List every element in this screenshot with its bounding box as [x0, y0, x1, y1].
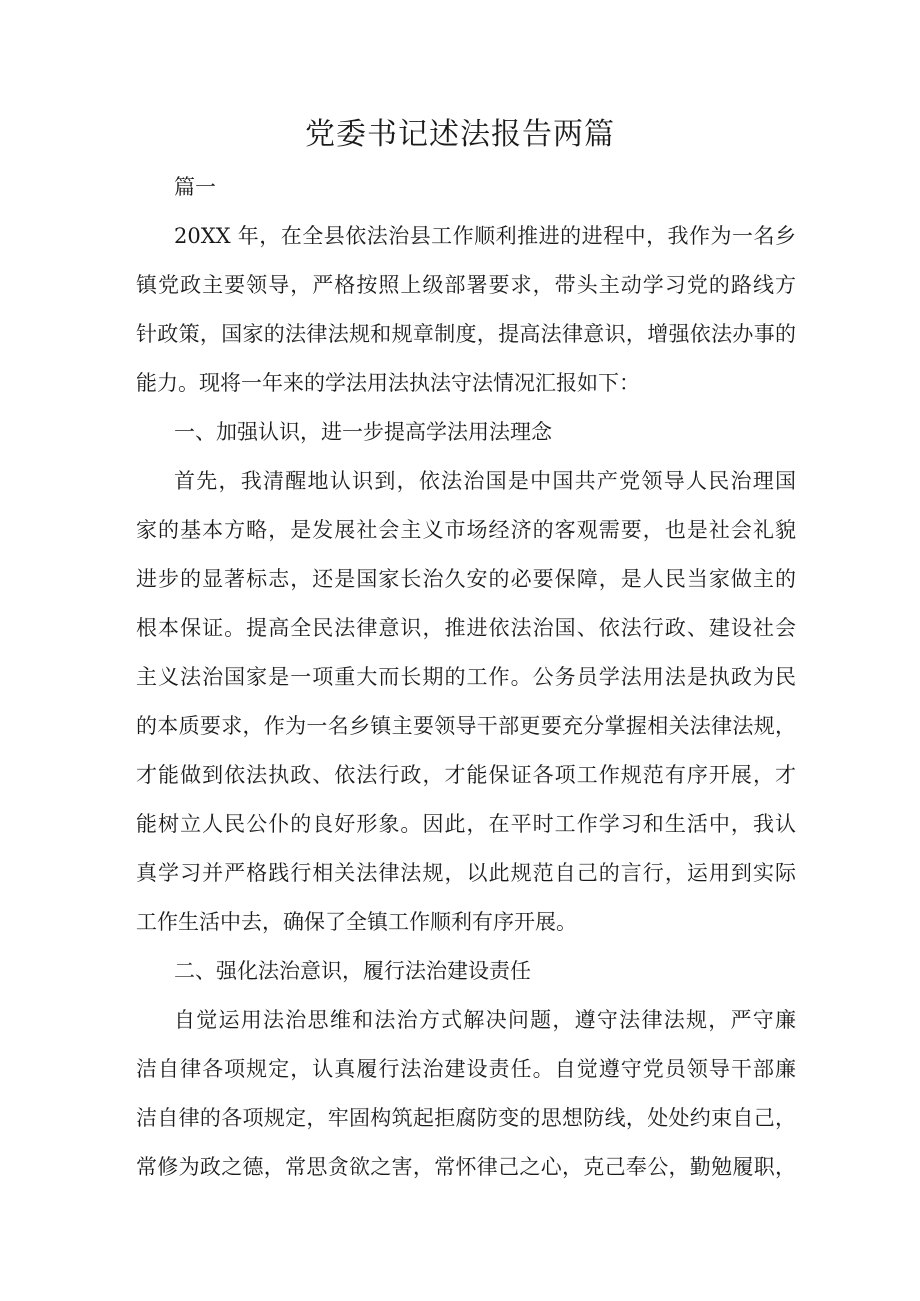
text-line: 20XX 年，在全县依法治县工作顺利推进的进程中，我作为一名乡 — [174, 224, 796, 248]
text-line: 常修为政之德，常思贪欲之害，常怀律己之心，克己奉公，勤勉履职， — [136, 1155, 796, 1179]
text-line: 的本质要求，作为一名乡镇主要领导干部更要充分掌握相关法律法规， — [136, 714, 796, 738]
text-line: 针政策，国家的法律法规和规章制度，提高法律意识，增强依法办事的 — [136, 322, 796, 346]
text-line: 工作生活中去，确保了全镇工作顺利有序开展。 — [136, 910, 577, 934]
text-line: 能力。现将一年来的学法用法执法守法情况汇报如下： — [136, 371, 640, 395]
document-title: 党委书记述法报告两篇 — [305, 117, 615, 152]
text-line: 自觉运用法治思维和法治方式解决问题，遵守法律法规，严守廉 — [174, 1008, 796, 1032]
text-line: 首先，我清醒地认识到，依法治国是中国共产党领导人民治理国 — [174, 469, 796, 493]
text-line: 洁自律各项规定，认真履行法治建设责任。自觉遵守党员领导干部廉 — [136, 1057, 796, 1081]
text-line: 篇一 — [174, 175, 216, 199]
document-body — [136, 170, 796, 1199]
text-line: 二、强化法治意识，履行法治建设责任 — [174, 959, 531, 983]
text-line: 真学习并严格践行相关法律法规，以此规范自己的言行，运用到实际 — [136, 861, 796, 885]
text-line: 进步的显著标志，还是国家长治久安的必要保障，是人民当家做主的 — [136, 567, 796, 591]
text-line: 家的基本方略，是发展社会主义市场经济的客观需要，也是社会礼貌 — [136, 518, 796, 542]
text-line: 才能做到依法执政、依法行政，才能保证各项工作规范有序开展，才 — [136, 763, 796, 787]
text-line: 洁自律的各项规定，牢固构筑起拒腐防变的思想防线，处处约束自己， — [136, 1106, 796, 1130]
text-line: 镇党政主要领导，严格按照上级部署要求，带头主动学习党的路线方 — [136, 273, 796, 297]
text-line: 根本保证。提高全民法律意识，推进依法治国、依法行政、建设社会 — [136, 616, 796, 640]
text-line: 一、加强认识，进一步提高学法用法理念 — [174, 420, 552, 444]
text-line: 能树立人民公仆的良好形象。因此，在平时工作学习和生活中，我认 — [136, 812, 796, 836]
text-line: 主义法治国家是一项重大而长期的工作。公务员学法用法是执政为民 — [136, 665, 796, 689]
